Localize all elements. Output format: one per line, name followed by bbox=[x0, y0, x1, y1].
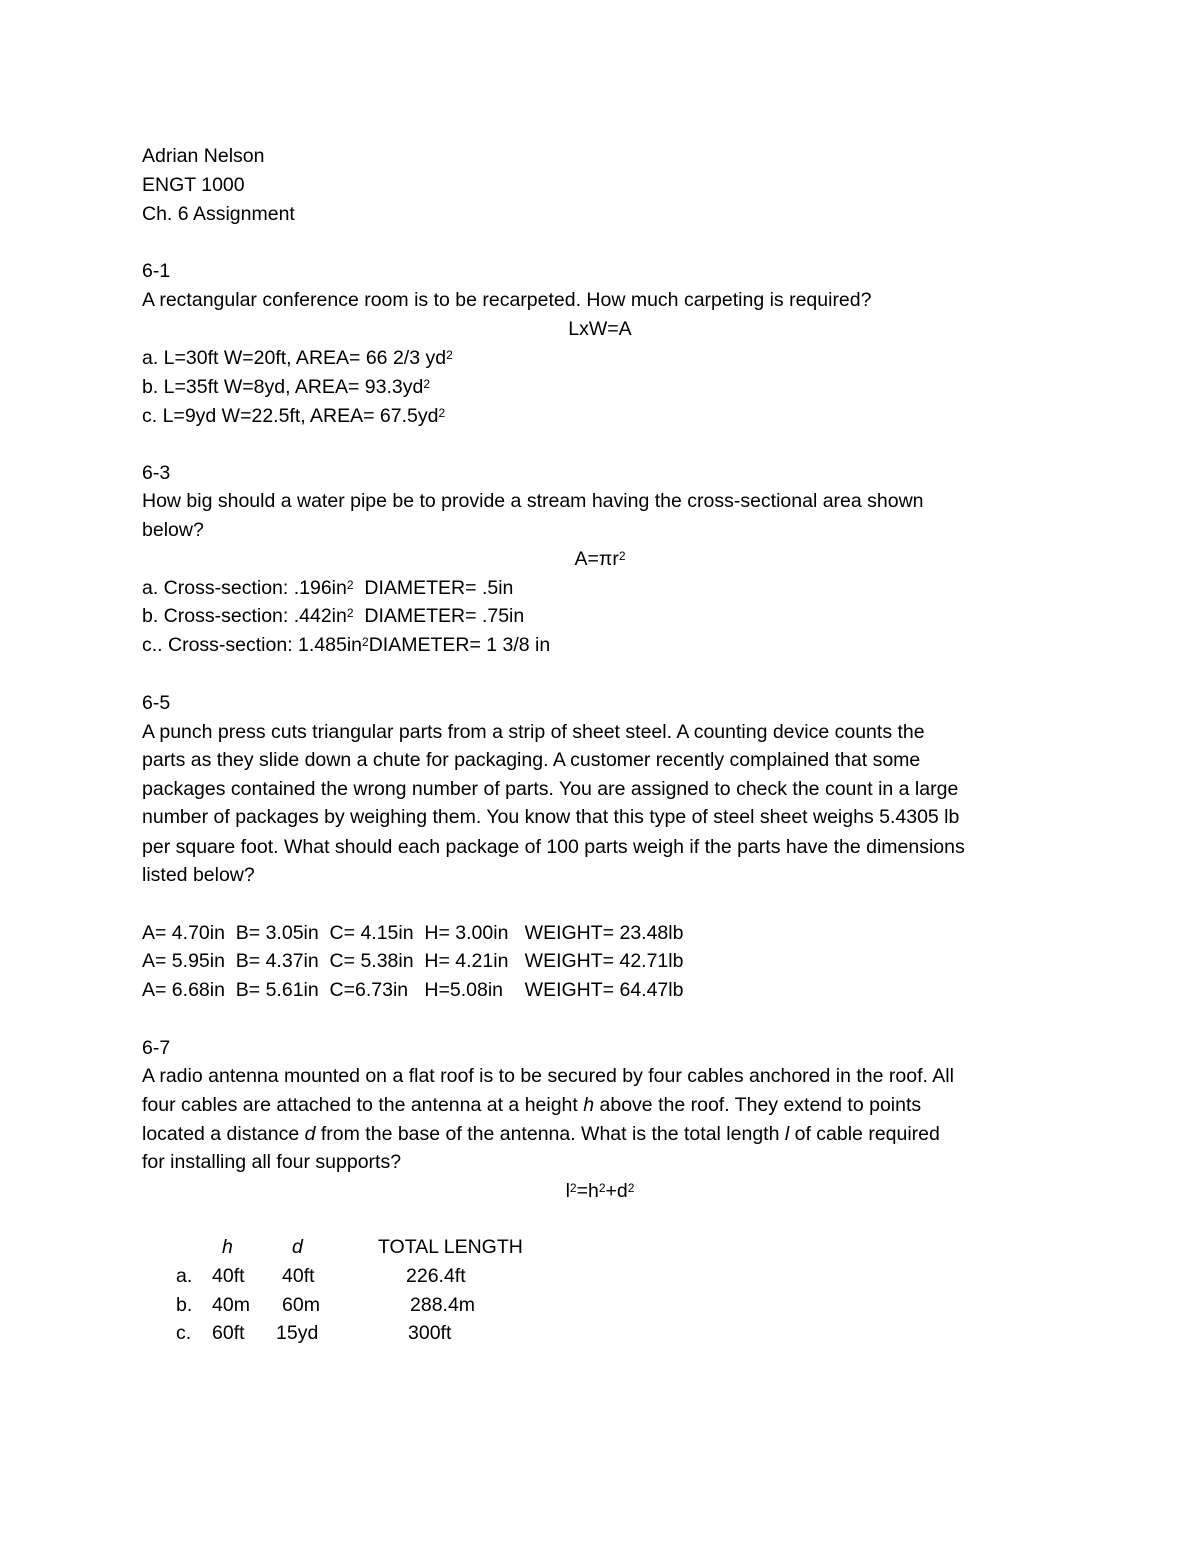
problem-6-5-text-line: listed below? bbox=[142, 864, 255, 886]
problem-6-1-answer-b: b. L=35ft W=8yd, AREA= $93.3yd^2$ bbox=[142, 376, 430, 398]
cell-h: 40ft bbox=[212, 1265, 245, 1287]
problem-6-5-answer-3: A= 6.68in B= 5.61in C=6.73in H=5.08in WEIGHT= 64.47lb bbox=[142, 979, 684, 1001]
cell-total: 226.4ft bbox=[406, 1265, 466, 1287]
row-label: a. bbox=[176, 1265, 193, 1287]
problem-6-7-formula: $l^2=h^2+d^2$ bbox=[565, 1180, 635, 1202]
cell-h: 60ft bbox=[212, 1322, 245, 1344]
problem-number-6-7: 6-7 bbox=[142, 1037, 171, 1059]
problem-6-3-answer-b: b. Cross-section: $.442in^2$ DIAMETER= .75in bbox=[142, 605, 525, 627]
problem-6-7-text-line-3: located a distance d from the base of the antenna. What is the total length l of cable required bbox=[142, 1123, 940, 1145]
cell-h: 40m bbox=[212, 1294, 250, 1316]
cell-total: 300ft bbox=[408, 1322, 452, 1344]
problem-6-5-answer-1: A= 4.70in B= 3.05in C= 4.15in H= 3.00in WEIGHT= 23.48lb bbox=[142, 922, 684, 944]
cell-d: 40ft bbox=[282, 1265, 315, 1287]
problem-6-7-text-line-4: for installing all four supports? bbox=[142, 1151, 402, 1173]
problem-6-3-question-line-2: below? bbox=[142, 519, 204, 541]
problem-6-5-text-line: packages contained the wrong number of parts. You are assigned to check the count in a large bbox=[142, 778, 959, 800]
column-header-total-length: TOTAL LENGTH bbox=[378, 1236, 523, 1258]
cell-d: 60m bbox=[282, 1294, 320, 1316]
cell-d: 15yd bbox=[276, 1322, 319, 1344]
problem-6-7-text-line-1: A radio antenna mounted on a flat roof is to be secured by four cables anchored in the roof. All bbox=[142, 1065, 954, 1087]
cell-total: 288.4m bbox=[410, 1294, 476, 1316]
problem-6-1-formula: LxW=A bbox=[568, 318, 632, 340]
row-label: c. bbox=[176, 1322, 192, 1344]
problem-6-5-text-line: A punch press cuts triangular parts from a strip of sheet steel. A counting device counts the bbox=[142, 721, 925, 743]
problem-6-3-question-line-1: How big should a water pipe be to provide a stream having the cross-sectional area shown bbox=[142, 490, 924, 512]
problem-6-5-text-line: number of packages by weighing them. You know that this type of steel sheet weighs 5.4305 lb bbox=[142, 806, 960, 828]
assignment-title: Ch. 6 Assignment bbox=[142, 203, 295, 225]
problem-6-3-answer-a: a. Cross-section: $.196in^2$ DIAMETER= .5in bbox=[142, 577, 514, 599]
problem-6-1-question: A rectangular conference room is to be recarpeted. How much carpeting is required? bbox=[142, 289, 872, 311]
column-header-d: d bbox=[292, 1236, 303, 1258]
row-label: b. bbox=[176, 1294, 193, 1316]
column-header-h: h bbox=[222, 1236, 233, 1258]
problem-6-1-answer-c: c. L=9yd W=22.5ft, AREA= $67.5yd^2$ bbox=[142, 405, 446, 427]
problem-6-7-text-line-2: four cables are attached to the antenna at a height h above the roof. They extend to points bbox=[142, 1094, 922, 1116]
problem-6-1-answer-a: a. L=30ft W=20ft, AREA= 66 2/3 $yd^2$ bbox=[142, 347, 453, 369]
problem-number-6-1: 6-1 bbox=[142, 260, 171, 282]
problem-6-3-formula: $A=\pi r^2$ bbox=[574, 548, 626, 570]
problem-6-3-answer-c: c.. Cross-section: $1.485in^2DIAMETER= 1$ 3/8 in bbox=[142, 634, 551, 656]
problem-6-5-answer-2: A= 5.95in B= 4.37in C= 5.38in H= 4.21in WEIGHT= 42.71lb bbox=[142, 950, 684, 972]
problem-number-6-5: 6-5 bbox=[142, 692, 171, 714]
author-name: Adrian Nelson bbox=[142, 145, 265, 167]
problem-6-5-text-line: per square foot. What should each package of 100 parts weigh if the parts have the dimensions bbox=[142, 836, 965, 858]
course-code: ENGT 1000 bbox=[142, 174, 245, 196]
problem-6-5-text-line: parts as they slide down a chute for packaging. A customer recently complained that some bbox=[142, 749, 921, 771]
problem-number-6-3: 6-3 bbox=[142, 462, 171, 484]
